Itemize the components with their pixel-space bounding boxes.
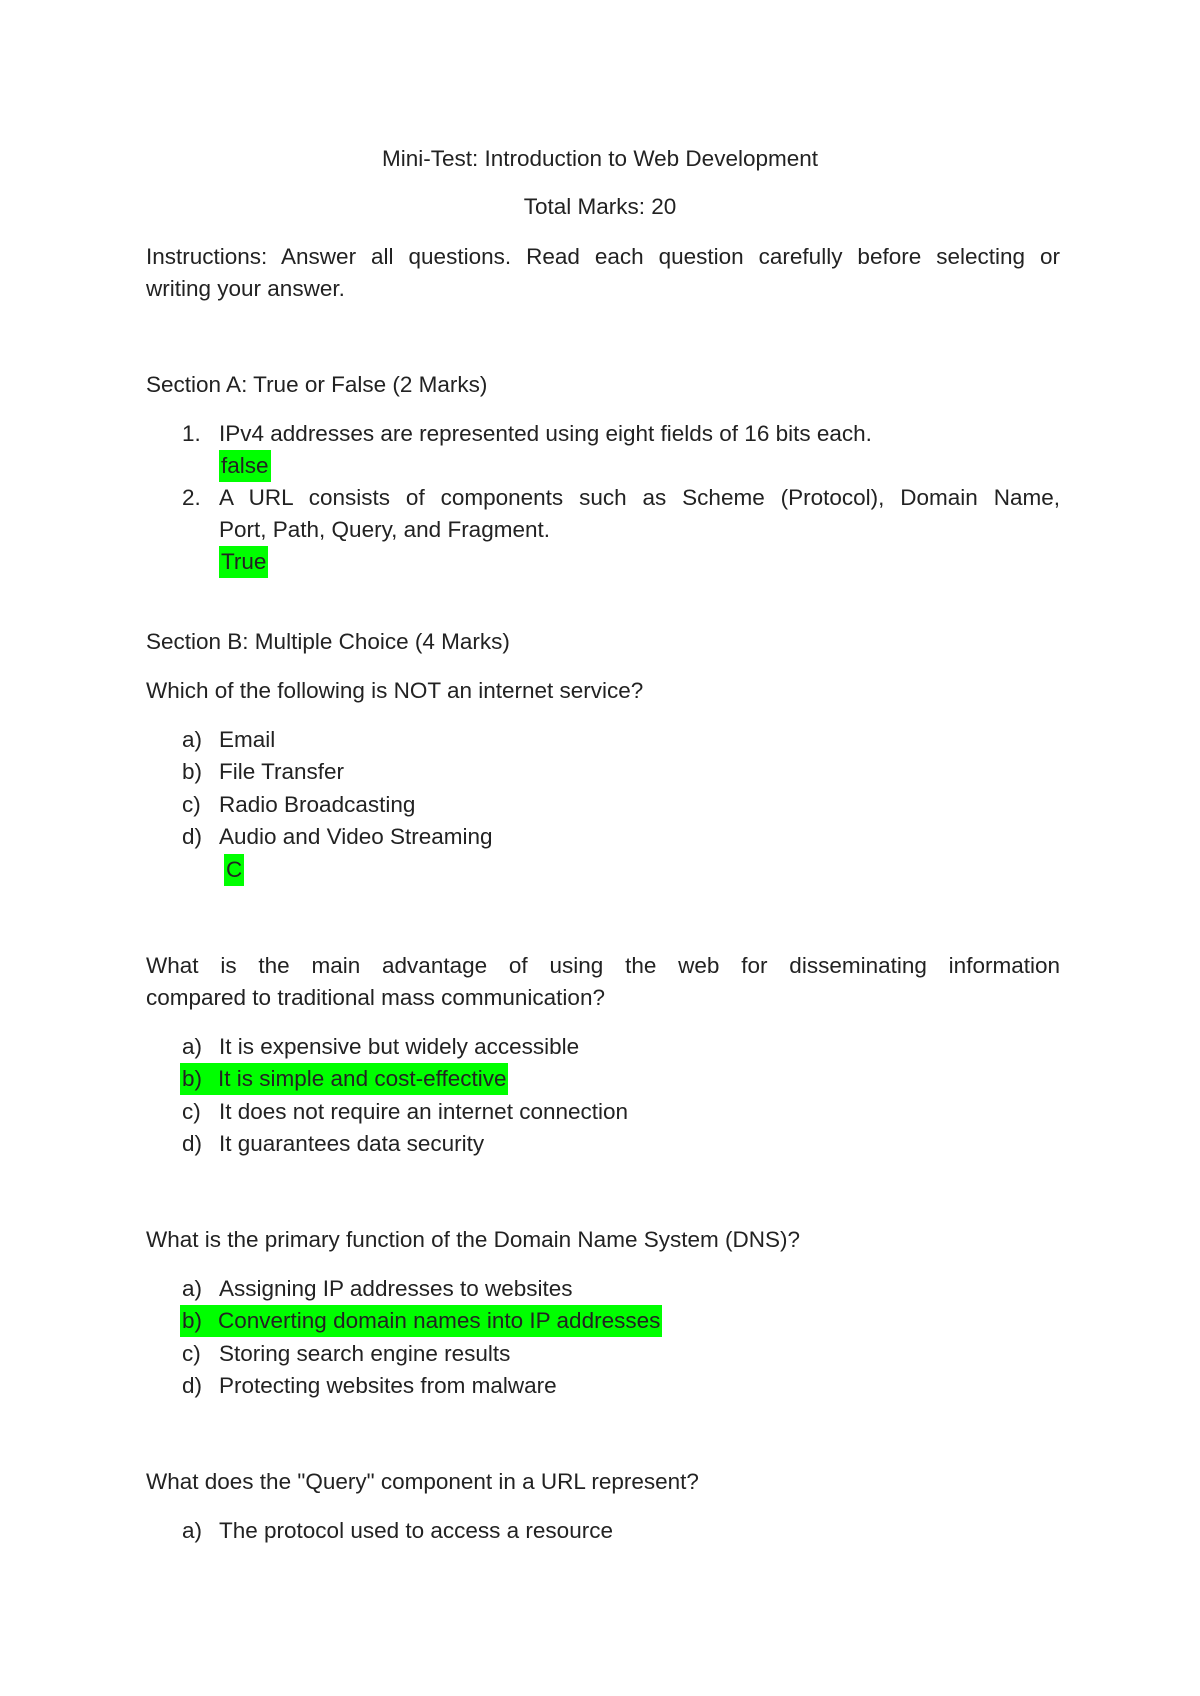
option-text: It guarantees data security [219,1131,485,1156]
instructions-line-2: writing your answer. [146,276,345,301]
option-text: It is expensive but widely accessible [219,1034,580,1059]
option-text: The protocol used to access a resource [219,1518,613,1543]
page-title: Mini-Test: Introduction to Web Development [381,146,819,171]
option-text: Assigning IP addresses to websites [219,1276,573,1301]
option-letter: d) [182,1373,203,1398]
section-b-heading: Section B: Multiple Choice (4 Marks) [146,629,510,654]
option-letter: a) [182,1276,203,1301]
option-text: Radio Broadcasting [219,792,416,817]
option-text: Converting domain names into IP addresses [218,1308,661,1333]
option-letter: c) [182,1099,201,1124]
section-a-q2-text-line-2: Port, Path, Query, and Fragment. [219,517,550,542]
section-a-q2-answer [219,551,268,574]
option-letter: d) [182,1131,203,1156]
option-text: Email [219,727,276,752]
option-row-highlighted [182,1310,662,1333]
option-letter: b) [182,1308,203,1333]
section-b-q4-text: What does the "Query" component in a URL represent? [146,1469,699,1494]
option-text: Protecting websites from malware [219,1373,557,1398]
answer-highlight [180,1305,662,1337]
instructions-line-1: Instructions: Answer all questions. Read each question carefully before selecting or [146,244,1060,269]
option-letter: b) [182,759,203,784]
option-text: Audio and Video Streaming [219,824,493,849]
total-marks: Total Marks: 20 [523,194,677,219]
option-text: It does not require an internet connection [219,1099,629,1124]
section-a-q1-number: 1. [182,421,201,446]
section-b-q2-text-line-1: What is the main advantage of using the web for disseminating information [146,953,1060,978]
option-letter: c) [182,792,201,817]
option-letter: d) [182,824,203,849]
section-a-q2-number: 2. [182,485,201,510]
option-letter: a) [182,727,203,752]
section-a-q1-answer [219,455,271,478]
option-text: File Transfer [219,759,345,784]
section-b-q2-text-line-2: compared to traditional mass communication? [146,985,605,1010]
answer-highlight: C [224,854,244,886]
option-letter: c) [182,1341,201,1366]
section-b-q3-text: What is the primary function of the Domain Name System (DNS)? [146,1227,800,1252]
option-text: Storing search engine results [219,1341,511,1366]
section-b-q1-text: Which of the following is NOT an internet service? [146,678,644,703]
section-a-q1-text: IPv4 addresses are represented using eight fields of 16 bits each. [219,421,872,446]
answer-highlight: True [219,546,268,578]
option-letter: a) [182,1034,203,1059]
option-letter: a) [182,1518,203,1543]
section-b-q1-answer [224,859,244,882]
option-text: It is simple and cost-effective [218,1066,507,1091]
answer-highlight [180,1063,508,1095]
option-row-highlighted [182,1068,508,1091]
section-a-heading: Section A: True or False (2 Marks) [146,372,488,397]
option-letter: b) [182,1066,203,1091]
section-a-q2-text-line-1: A URL consists of components such as Scheme (Protocol), Domain Name, [219,485,1060,510]
answer-highlight: false [219,450,271,482]
